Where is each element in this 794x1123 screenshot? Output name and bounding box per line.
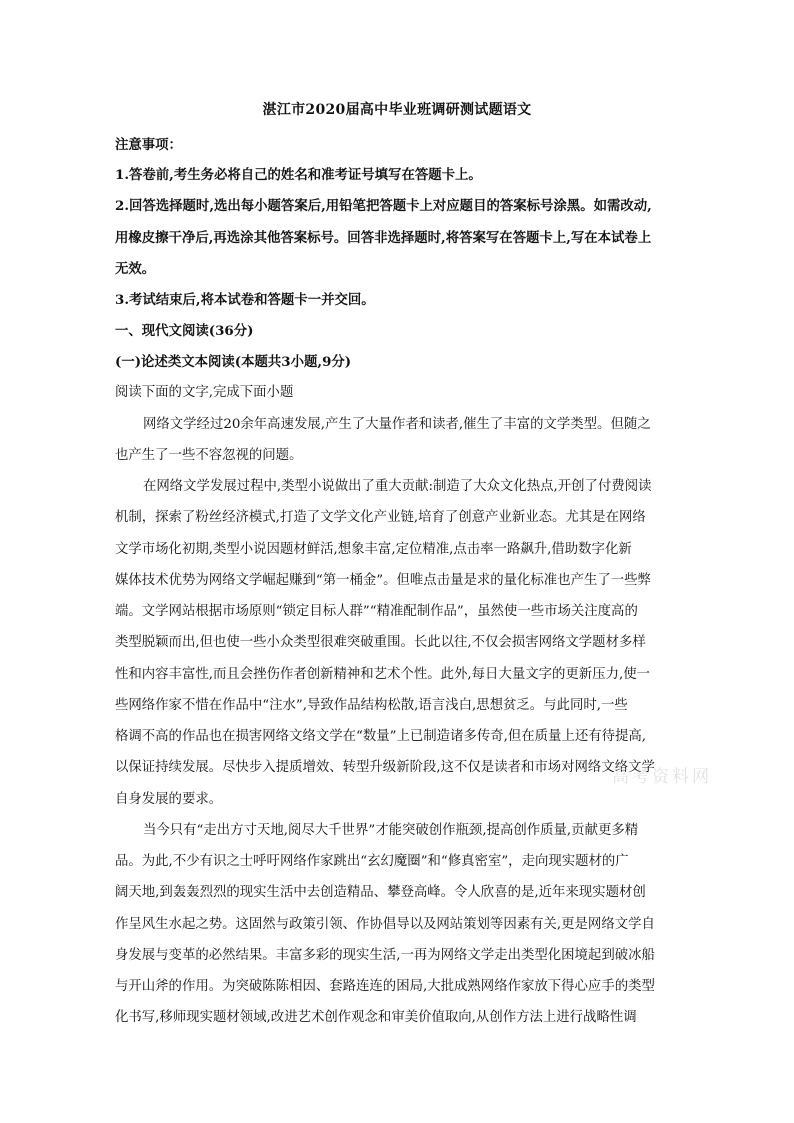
paragraph-line: 端。文学网站根据市场原则“锁定目标人群”“精准配制作品”，虽然使一些市场关注度高的 (115, 604, 638, 619)
notice-item-3: 3.考试结束后,将本试卷和答题卡一并交回。 (115, 292, 375, 308)
paragraph-line: 些网络作家不惜在作品中“注水”,导致作品结构松散,语言浅白,思想贫乏。与此同时,一些 (115, 698, 628, 713)
paragraph-line: 格调不高的作品也在损害网络文络文学在“数量”上已制造诸多传奇,但在质量上还有待提高, (115, 729, 647, 744)
paragraph-line: 与开山斧的作用。为突破陈陈相因、套路连连的困局,大批成熟网络作家放下得心应手的类型 (115, 979, 655, 994)
subsection-heading: (一)论述类文本阅读(本题共3小题,9分) (115, 354, 352, 370)
paragraph-line: 化书写,移师现实题材领域,改进艺术创作观念和审美价值取向,从创作方法上进行战略性调 (115, 1010, 637, 1025)
paragraph-line: 自身发展的要求。 (115, 792, 223, 807)
paragraph-line: 品。为此,不少有识之士呼吁网络作家跳出“玄幻魔圈”和“修真密室”，走向现实题材的广 (115, 854, 629, 869)
section-heading: 一、现代文阅读(36分) (115, 323, 254, 339)
paragraph-line: 阔天地,到轰轰烈烈的现实生活中去创造精品、攀登高峰。令人欣喜的是,近年来现实题材创 (115, 885, 646, 900)
paragraph-line: 网络文学经过20余年高速发展,产生了大量作者和读者,催生了丰富的文学类型。但随之 (143, 417, 651, 432)
paragraph-line: 类型脱颖而出,但也使一些小众类型很难突破重围。长此以往,不仅会损害网络文学题材多样 (115, 635, 646, 650)
paragraph-line: 在网络文学发展过程中,类型小说做出了重大贡献:制造了大众文化热点,开创了付费阅读 (143, 479, 652, 494)
paragraph-line: 以保证持续发展。尽快步入提质增效、转型升级新阶段,这不仅是读者和市场对网络文络文学 (115, 760, 655, 775)
paragraph-line: 性和内容丰富性,而且会挫伤作者创新精神和艺术个性。此外,每日大量文字的更新压力,使一 (115, 667, 651, 682)
notice-item-1: 1.答卷前,考生务必将自己的姓名和准考证号填写在答题卡上。 (115, 167, 482, 183)
document-title: 湛江市2020届高中毕业班调研测试题语文 (262, 102, 532, 118)
notice-heading: 注意事项： (115, 137, 182, 153)
watermark: 高考资料网 (612, 767, 712, 787)
paragraph-line: 作呈风生水起之势。这固然与政策引领、作协倡导以及网站策划等因素有关,更是网络文学自 (115, 917, 655, 932)
reading-instruction: 阅读下面的文字,完成下面小题 (115, 385, 294, 400)
paragraph-line: 机制，探索了粉丝经济模式,打造了文学文化产业链,培育了创意产业新业态。尤其是在网络 (115, 510, 646, 525)
paragraph-line: 文学市场化初期,类型小说因题材鲜活,想象丰富,定位精准,点击率一路飙升,借助数字化新 (115, 542, 632, 557)
paragraph-line: 媒体技术优势为网络文学崛起赚到“第一桶金”。但唯点击量是求的量化标准也产生了一些弊 (115, 573, 651, 588)
paragraph-line: 当今只有“走出方寸天地,阅尽大千世界”才能突破创作瓶颈,提高创作质量,贡献更多精 (143, 823, 639, 838)
paragraph-line: 身发展与变革的必然结果。丰富多彩的现实生活,一再为网络文学走出类型化困境起到破冰船 (115, 948, 655, 963)
paragraph-line: 也产生了一些不容忽视的问题。 (115, 448, 303, 463)
notice-item-2-continued: 用橡皮擦干净后,再选涂其他答案标号。回答非选择题时,将答案写在答题卡上,写在本试卷上 (115, 230, 652, 246)
notice-item-2-end: 无效。 (115, 261, 156, 277)
notice-item-2: 2.回答选择题时,选出每小题答案后,用铅笔把答题卡上对应题目的答案标号涂黑。如需改动, (115, 198, 652, 214)
